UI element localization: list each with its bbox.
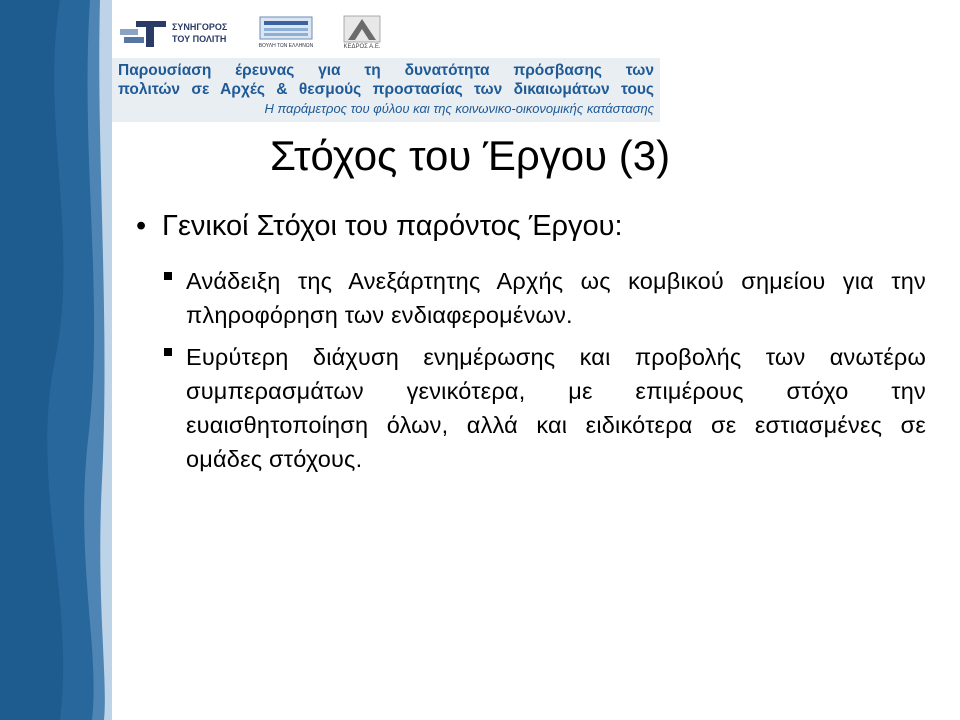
- kedros-emblem-icon: [342, 14, 382, 44]
- header-line-1: Παρουσίαση έρευνας για τη δυνατότητα πρόσβασης των: [118, 62, 654, 79]
- list-item: [160, 340, 926, 476]
- ombudsman-emblem-icon: [118, 15, 168, 51]
- ombudsman-logo-line2: ΤΟΥ ΠΟΛΙΤΗ: [172, 34, 227, 44]
- kedros-logo-label: ΚΕΔΡΟΣ Α.Ε.: [343, 44, 381, 50]
- square-bullet-icon: [164, 348, 172, 356]
- presentation-header: [118, 61, 654, 99]
- ombudsman-logo: [118, 15, 238, 51]
- list-item: [160, 264, 926, 332]
- list-item-text: Ευρύτερη διάχυση ενημέρωσης και προβολής των ανωτέρω συμπερασμάτων γενικότερα, με επιμέρους στόχο την ευαισθητοποίηση όλων, αλλά και ειδικότερα σε εστιασμένες σε ομάδες στόχους.: [186, 344, 926, 472]
- slide-title: Στόχος του Έργου (3): [270, 132, 671, 179]
- square-bullet-icon: [164, 272, 172, 280]
- decorative-sidebar: [0, 0, 112, 720]
- header-line-3: Η παράμετρος του φύλου και της κοινωνικο-οικονομικής κατάστασης: [264, 101, 654, 116]
- sidebar-wave-decoration: [0, 0, 112, 720]
- kedros-logo: [336, 14, 388, 52]
- main-bullet-text: Γενικοί Στόχοι του παρόντος Έργου:: [162, 210, 623, 242]
- bullet-dot-icon: •: [136, 210, 147, 242]
- list-item-text: Ανάδειξη της Ανεξάρτητης Αρχής ως κομβικού σημείου για την πληροφόρηση των ενδιαφερομένων.: [186, 268, 926, 328]
- sub-bullet-list: [160, 264, 926, 484]
- parliament-emblem-icon: [258, 15, 314, 41]
- ombudsman-logo-line1: ΣΥΝΗΓΟΡΟΣ: [172, 22, 228, 32]
- parliament-logo-label: ΒΟΥΛΗ ΤΩΝ ΕΛΛΗΝΩΝ: [258, 43, 314, 49]
- parliament-logo: [250, 15, 322, 51]
- header-line-2: πολιτών σε Αρχές & θεσμούς προστασίας των δικαιωμάτων τους: [118, 81, 654, 98]
